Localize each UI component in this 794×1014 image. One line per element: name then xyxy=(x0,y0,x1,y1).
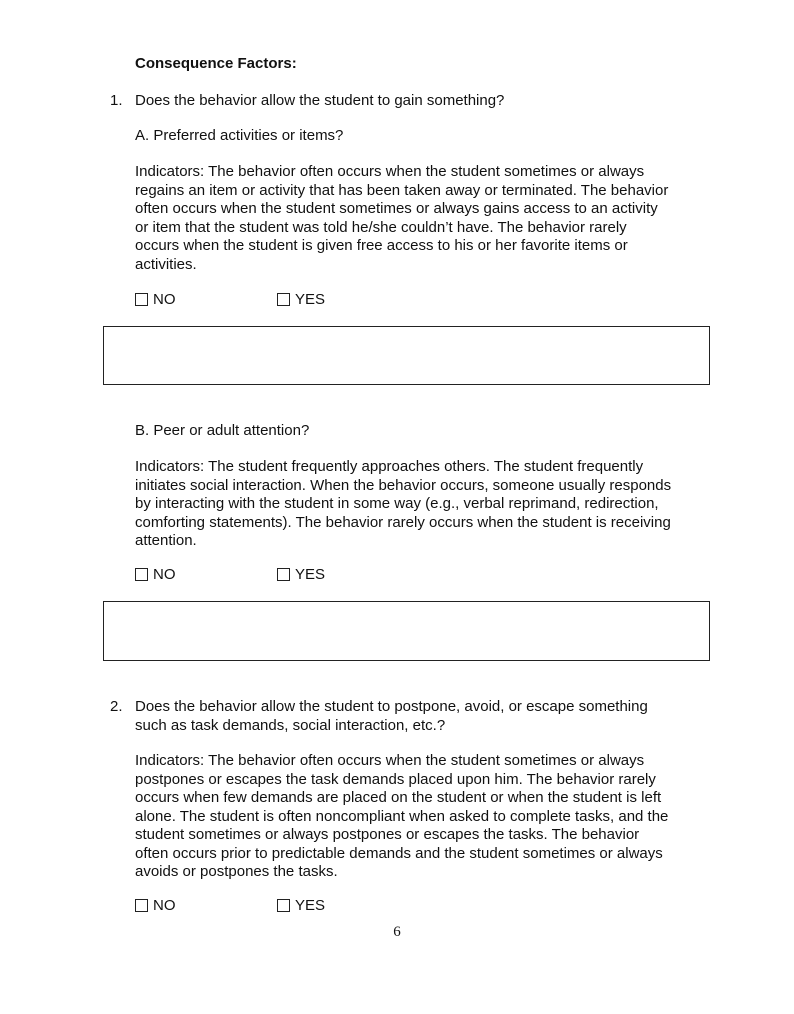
indicator-line: often occurs when the student sometimes or always gains access to an activity xyxy=(135,200,658,217)
q2-no-label: NO xyxy=(153,897,176,914)
indicator-line: avoids or postpones the tasks. xyxy=(135,863,338,880)
indicator-line: activities. xyxy=(135,255,197,273)
question-1-text: Does the behavior allow the student to gain something? xyxy=(135,92,505,109)
checkbox-box[interactable] xyxy=(135,568,148,581)
q1a-no-checkbox[interactable] xyxy=(135,291,176,308)
checkbox-box[interactable] xyxy=(135,293,148,306)
section-heading: Consequence Factors: xyxy=(135,55,297,72)
indicator-line: comforting statements). The behavior rarely occurs when the student is receiving xyxy=(135,513,671,531)
question-2-text xyxy=(135,698,715,735)
question-line: such as task demands, social interaction, etc.? xyxy=(135,716,446,734)
indicator-line: by interacting with the student in some way (e.g., verbal reprimand, redirection, xyxy=(135,495,659,512)
indicator-line: student sometimes or always postpones or escapes the tasks. The behavior xyxy=(135,826,640,843)
indicator-line: often occurs prior to predictable demands and the student sometimes or always xyxy=(135,844,663,862)
indicator-line: postpones or escapes the task demands placed upon him. The behavior rarely xyxy=(135,770,656,788)
question-2-number: 2. xyxy=(110,698,123,715)
checkbox-box[interactable] xyxy=(277,293,290,306)
q2-yes-checkbox[interactable] xyxy=(277,897,325,914)
question-1a-title: A. Preferred activities or items? xyxy=(135,127,344,144)
q1b-notes-box[interactable] xyxy=(103,601,710,661)
indicator-line: occurs when the student is given free access to his or her favorite items or xyxy=(135,237,628,254)
q1a-yes-checkbox[interactable] xyxy=(277,291,325,308)
indicator-line: initiates social interaction. When the behavior occurs, someone usually responds xyxy=(135,476,672,494)
q1b-yes-label: YES xyxy=(295,566,326,583)
page-number: 6 xyxy=(393,924,401,940)
q2-no-checkbox[interactable] xyxy=(135,897,176,914)
question-1b-title: B. Peer or adult attention? xyxy=(135,422,310,439)
question-2-indicators xyxy=(135,752,715,882)
indicator-line: Indicators: The behavior often occurs when the student sometimes or always xyxy=(135,163,645,180)
indicator-line: occurs when few demands are placed on the student or when the student is left xyxy=(135,789,662,806)
question-1b-indicators xyxy=(135,458,715,551)
indicator-line: regains an item or activity that has been taken away or terminated. The behavior xyxy=(135,181,669,199)
q1a-notes-box[interactable] xyxy=(103,326,710,385)
checkbox-box[interactable] xyxy=(277,899,290,912)
checkbox-box[interactable] xyxy=(135,899,148,912)
question-line: Does the behavior allow the student to postpone, avoid, or escape something xyxy=(135,698,648,715)
q2-yes-label: YES xyxy=(295,897,326,914)
q1b-no-label: NO xyxy=(153,566,176,583)
q1b-yes-checkbox[interactable] xyxy=(277,566,325,583)
q1b-no-checkbox[interactable] xyxy=(135,566,176,583)
q1a-no-label: NO xyxy=(153,291,176,308)
q1a-yes-label: YES xyxy=(295,291,326,308)
indicator-line: or item that the student was told he/she couldn’t have. The behavior rarely xyxy=(135,218,627,236)
checkbox-box[interactable] xyxy=(277,568,290,581)
indicator-line: Indicators: The behavior often occurs when the student sometimes or always xyxy=(135,752,645,769)
question-1a-indicators xyxy=(135,163,715,274)
indicator-line: alone. The student is often noncompliant when asked to complete tasks, and the xyxy=(135,807,669,825)
question-1-number: 1. xyxy=(110,92,123,109)
indicator-line: attention. xyxy=(135,532,197,549)
indicator-line: Indicators: The student frequently approaches others. The student frequently xyxy=(135,458,644,475)
